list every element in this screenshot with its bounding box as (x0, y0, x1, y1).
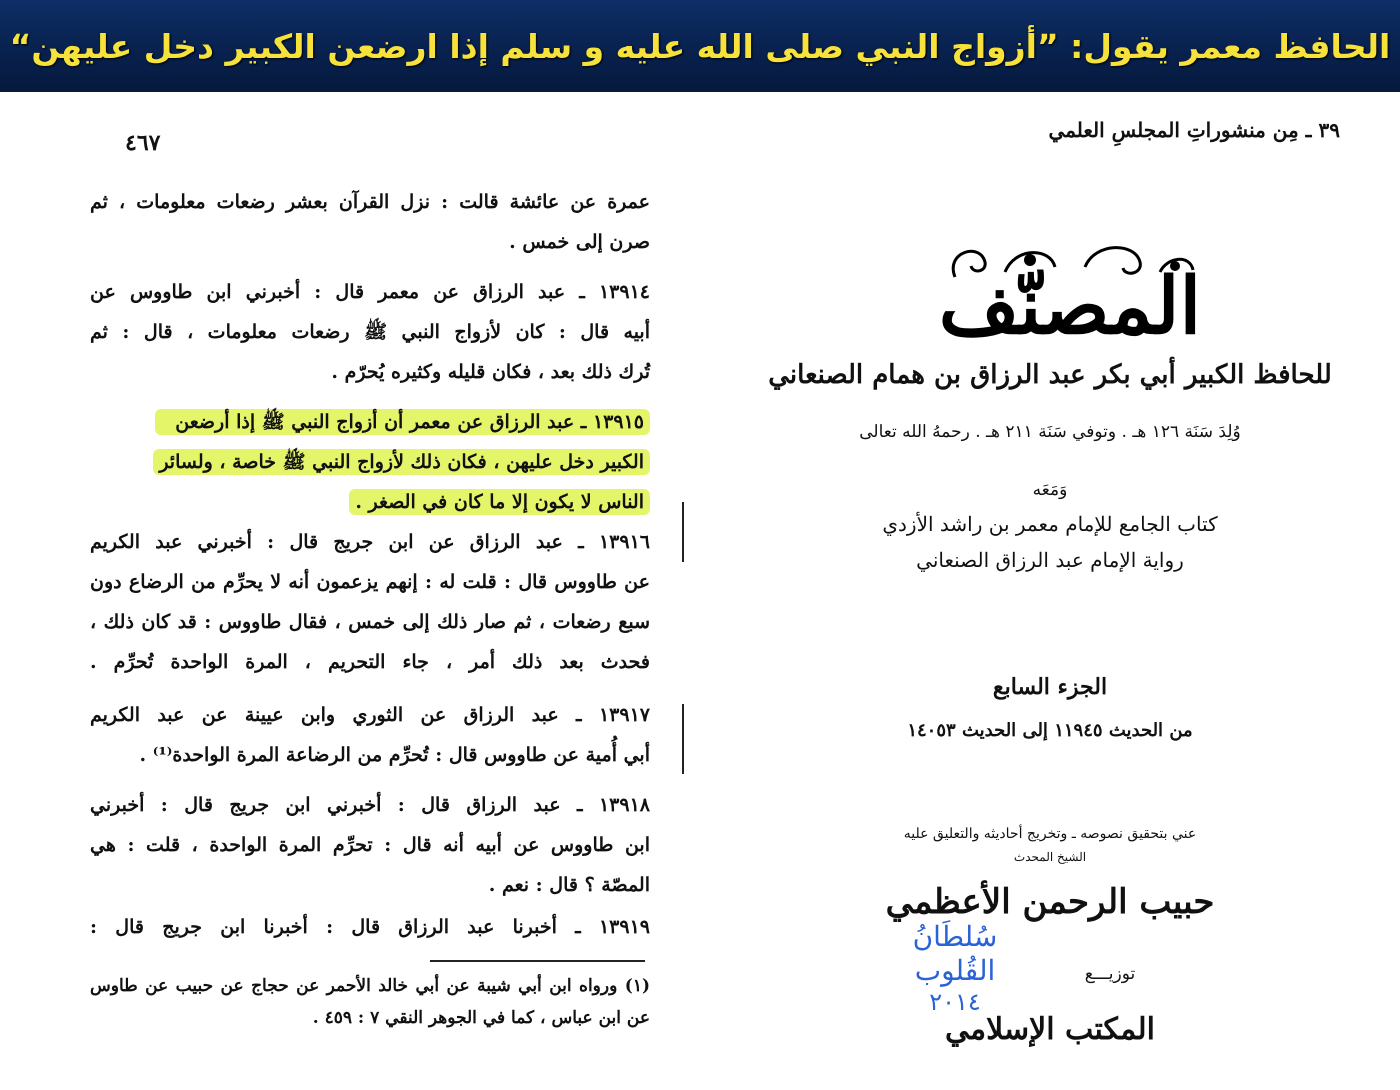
text-line: تُرك ذلك بعد ، فكان قليله وكثيره يُحرّم . (331, 361, 650, 383)
hadith-range: من الحديث ١١٩٤٥ إلى الحديث ١٤٠٥٣ (907, 720, 1193, 741)
footnote-line: (١) ورواه ابن أبي شيبة عن أبي خالد الأحمر عن حجاج عن حبيب عن طاوس (90, 976, 650, 996)
hadith-block-13917 (90, 695, 650, 775)
text-line: سبع رضعات ، ثم صار ذلك إلى خمس ، فقال طاووس : قد كان ذلك ، (90, 611, 650, 633)
edition-credit: عني بتحقيق نصوصه ـ وتخريج أحاديثه والتعليق عليه (903, 826, 1197, 842)
margin-rule (682, 704, 684, 774)
text-line: ١٣٩١٧ ـ عبد الرزاق عن الثوري وابن عيينة عن عبد الكريم (90, 704, 650, 726)
publisher-name: المكتب الإسلامي (945, 1012, 1155, 1047)
footnote-separator (430, 960, 645, 962)
page-number: ٤٦٧ (125, 130, 161, 156)
text-line: أبي أُمية عن طاووس قال : تُحرِّم من الرضاعة المرة الواحدة⁽¹⁾ . (139, 744, 650, 766)
highlighted-text-line: الكبير دخل عليهن ، فكان ذلك لأزواج النبي ﷺ خاصة ، ولسائر (153, 449, 650, 475)
highlighted-text-line: الناس لا يكون إلا ما كان في الصغر . (349, 489, 650, 515)
margin-rule (682, 502, 684, 562)
book-title: المصنّف (938, 261, 1202, 352)
hadith-block-13914 (90, 272, 650, 392)
text-line: ١٣٩١٦ ـ عبد الرزاق عن ابن جريج قال : أخبرني عبد الكريم (90, 531, 650, 553)
author-line: للحافظ الكبير أبي بكر عبد الرزاق بن همام الصنعاني (768, 360, 1332, 390)
banner-title: الحافظ معمر يقول: ”أزواج النبي صلى الله عليه و سلم إذا ارضعن الكبير دخل عليهن“ (9, 26, 1391, 66)
text-line: فحدث بعد ذلك أمر ، جاء التحريم ، المرة الواحدة تُحرِّم . (90, 651, 650, 673)
author-dates: وُلِدَ سَنَة ١٢٦ هـ . وتوفي سَنَة ٢١١ هـ . رحمهُ الله تعالى (859, 422, 1241, 442)
text-line: أبيه قال : كان لأزواج النبي ﷺ رضعات معلومات ، قال : ثم (90, 321, 650, 343)
book-title-calligraphy (935, 232, 1205, 352)
footnote (90, 970, 650, 1034)
text-line: عمرة عن عائشة قالت : نزل القرآن بعشر رضعات معلومات ، ثم (90, 191, 650, 213)
left-page (0, 92, 700, 1090)
jami-title: كتاب الجامع للإمام معمر بن راشد الأزدي (882, 512, 1218, 536)
stamp-year: ٢٠١٤ (929, 988, 981, 1016)
highlighted-line-wrap (75, 402, 650, 442)
series-label: ٣٩ ـ مِن منشوراتِ المجلسِ العلمي (1048, 118, 1340, 142)
hadith-block-13919 (90, 907, 650, 947)
text-line: عن طاووس قال : قلت له : إنهم يزعمون أنه لا يحرِّم من الرضاع دون (90, 571, 650, 593)
with-label: وَمَعَه (1032, 480, 1068, 500)
highlighted-text-line: ١٣٩١٥ ـ عبد الرزاق عن معمر أن أزواج النبي ﷺ إذا أرضعن (155, 409, 650, 435)
stamp-name: سُلطَانُ القُلوب (912, 920, 998, 987)
text-line: ١٣٩١٤ ـ عبد الرزاق عن معمر قال : أخبرني ابن طاووس عن (90, 281, 650, 303)
watermark-stamp (880, 920, 1030, 1016)
hadith-block-13916 (90, 522, 650, 682)
distribution-label: توزيـــع (1084, 964, 1136, 984)
highlighted-line-wrap (75, 442, 650, 482)
hadith-block-13918 (90, 785, 650, 905)
volume-label: الجزء السابع (992, 674, 1108, 700)
footnote-line: عن ابن عباس ، كما في الجوهر النقي ٧ : ٤٥٩ . (312, 1008, 650, 1028)
highlighted-line-wrap (75, 482, 650, 522)
editor-title: الشيخ المحدث (1013, 850, 1087, 864)
hadith-block-13913 (90, 182, 650, 262)
title-banner (0, 0, 1400, 92)
text-line: صرن إلى خمس . (509, 231, 650, 253)
riwaya-line: رواية الإمام عبد الرزاق الصنعاني (916, 548, 1184, 572)
editor-name: حبيب الرحمن الأعظمي (885, 882, 1215, 922)
right-page-title (700, 92, 1400, 1090)
text-line: ابن طاووس عن أبيه أنه قال : تحرِّم المرة الواحدة ، قلت : هي (90, 834, 650, 856)
hadith-block-13915-highlighted (75, 402, 650, 522)
text-line: المصّة ؟ قال : نعم . (488, 874, 650, 896)
text-line: ١٣٩١٨ ـ عبد الرزاق قال : أخبرني ابن جريج قال : أخبرني (90, 794, 650, 816)
text-line: ١٣٩١٩ ـ أخبرنا عبد الرزاق قال : أخبرنا ابن جريج قال : (90, 916, 650, 938)
